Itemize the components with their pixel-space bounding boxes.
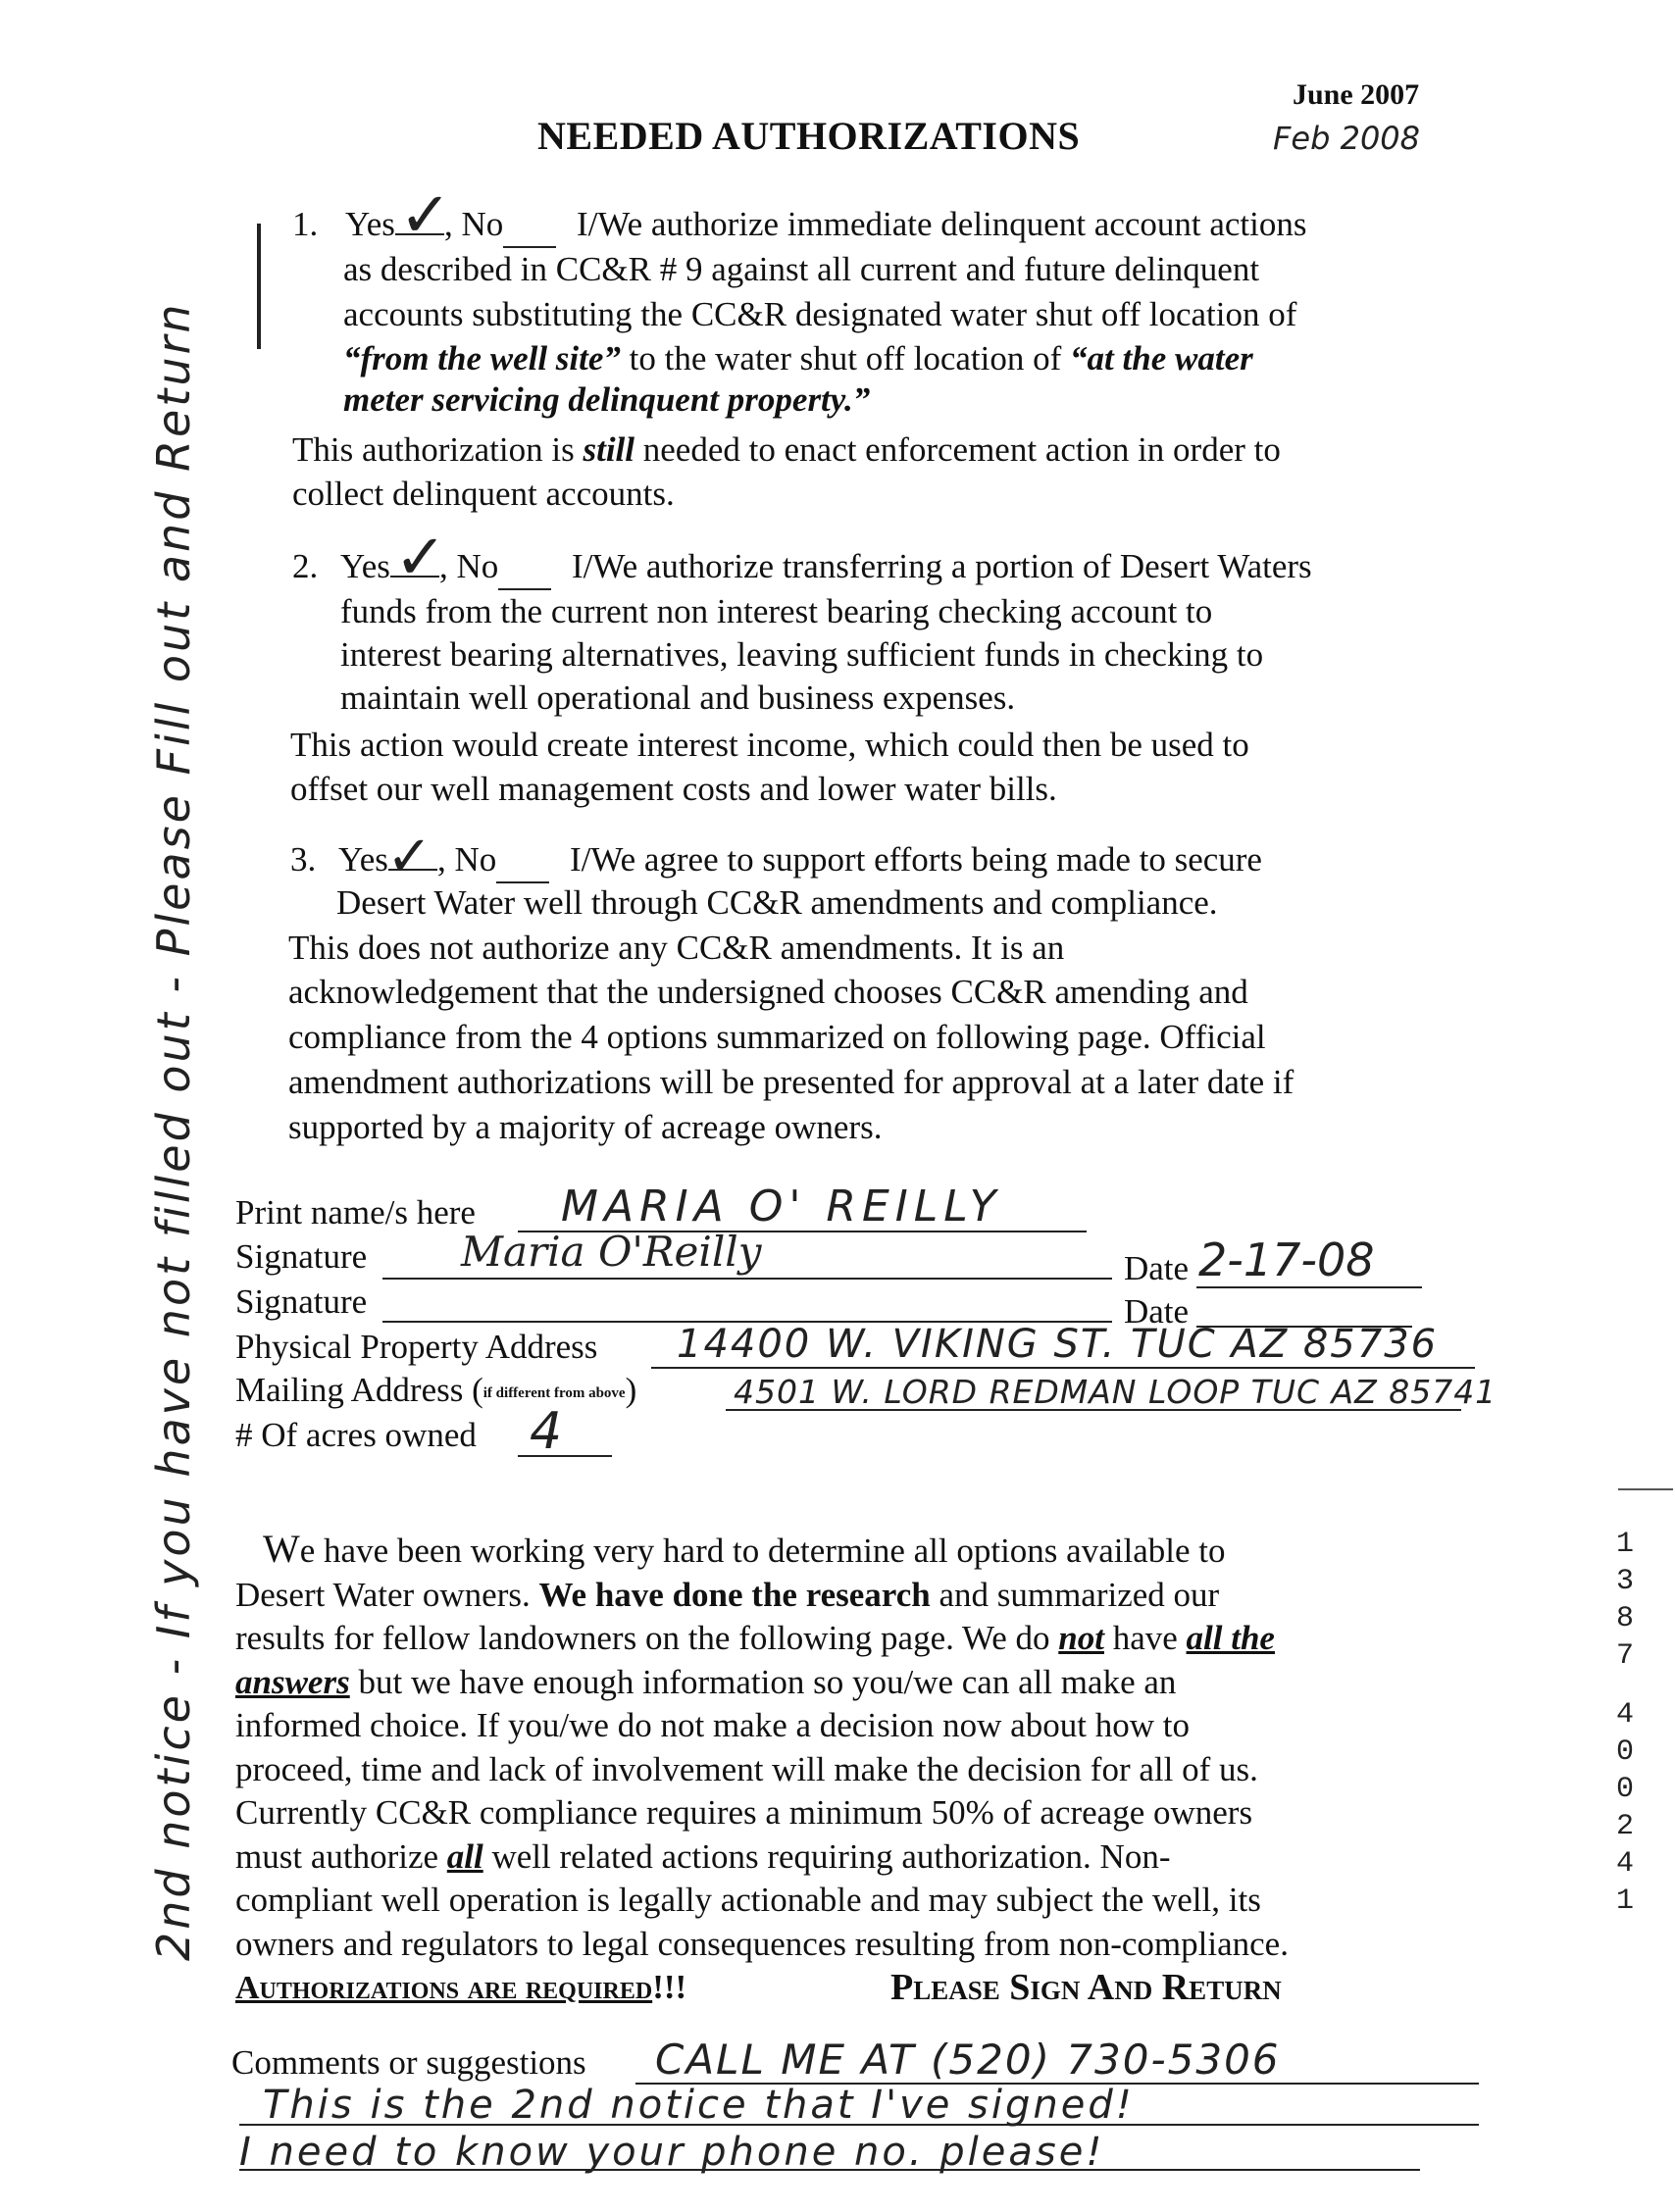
yes-blank[interactable] xyxy=(385,825,437,888)
yes-label: Yes xyxy=(340,547,390,585)
item-1-line-2: as described in CC&R # 9 against all current and future delinquent xyxy=(343,250,1260,288)
date-value: 2-17-08 xyxy=(1198,1233,1375,1286)
paragraph-line-7: Currently CC&R compliance requires a minimum 50% of acreage owners xyxy=(235,1793,1253,1832)
stamp-digit: 1 xyxy=(1615,1885,1634,1918)
quote-water-meter: “at the water xyxy=(1070,339,1253,377)
paragraph-line-3 xyxy=(235,1617,1289,1661)
paragraph-text: have xyxy=(1103,1619,1187,1657)
date-label: Date xyxy=(1124,1249,1190,1287)
margin-note: 2nd notice - If you have not filled out - Please Fill out and Return xyxy=(147,301,200,1961)
item-1-line-5 xyxy=(343,378,870,422)
authorizations-required xyxy=(235,1966,686,2010)
acres-label: # Of acres owned xyxy=(235,1416,477,1454)
paragraph-line-9: compliant well operation is legally actionable and may subject the well, its xyxy=(235,1881,1261,1919)
required-text: Authorizations are required xyxy=(235,1970,653,2006)
emphasis-answers: answers xyxy=(235,1662,350,1701)
no-blank[interactable] xyxy=(498,545,551,590)
paragraph-line-10: owners and regulators to legal consequences resulting from non-compliance. xyxy=(235,1924,1289,1963)
item-1-yesno xyxy=(345,179,1307,252)
item-1-line-4 xyxy=(343,337,1253,380)
item-1-note-1 xyxy=(292,428,1281,472)
stamp-digit: 1 xyxy=(1615,1528,1634,1561)
signature-2-label: Signature xyxy=(235,1282,368,1321)
item-2-line-2: funds from the current non interest bearing checking account to xyxy=(340,592,1213,630)
paragraph-line-8 xyxy=(235,1835,1289,1880)
item-2-note-1: This action would create interest income, which could then be used to xyxy=(290,726,1249,764)
check-mark-icon: ✓ xyxy=(398,179,452,252)
emphasis-not: not xyxy=(1058,1619,1104,1657)
yes-blank[interactable] xyxy=(390,522,447,594)
bates-stamp xyxy=(1610,1526,1640,1920)
acres-value: 4 xyxy=(530,1402,563,1461)
stamp-digit: 0 xyxy=(1615,1735,1634,1769)
item-3-note-4: amendment authorizations will be presented for approval at a later date if xyxy=(288,1063,1294,1101)
item-number: 1. xyxy=(292,205,319,243)
quote-well-site: “from the well site” xyxy=(343,339,621,377)
mailing-address-value: 4501 W. LORD REDMAN LOOP TUC AZ 85741 xyxy=(734,1373,1497,1411)
paragraph-text: and summarized our xyxy=(930,1575,1220,1614)
signature-label: Signature xyxy=(235,1237,368,1276)
printed-date: June 2007 xyxy=(1293,78,1420,111)
note-text: This authorization is xyxy=(292,430,584,469)
stamp-digit: 7 xyxy=(1615,1639,1634,1673)
yes-blank[interactable] xyxy=(395,179,452,252)
print-name-value: MARIA O' REILLY xyxy=(561,1181,1002,1232)
print-name-label: Print name/s here xyxy=(235,1193,476,1232)
paragraph xyxy=(235,1528,1289,1966)
signature-line[interactable] xyxy=(382,1278,1112,1280)
comments-label: Comments or suggestions xyxy=(231,2043,586,2082)
stamp-digit: 4 xyxy=(1615,1698,1634,1732)
comments-value-2: This is the 2nd notice that I've signed! xyxy=(263,2083,1135,2128)
paragraph-text: results for fellow landowners on the following page. We do xyxy=(235,1619,1059,1657)
paragraph-text: must authorize xyxy=(235,1836,447,1876)
physical-address-label: Physical Property Address xyxy=(235,1328,598,1366)
no-label: , No xyxy=(436,840,497,879)
stamp-digit: 3 xyxy=(1615,1565,1634,1598)
item-3-line-2: Desert Water well through CC&R amendments and compliance. xyxy=(336,883,1218,922)
mailing-label-text: Mailing Address ( xyxy=(235,1371,483,1409)
no-label: , No xyxy=(443,205,504,243)
physical-address-line[interactable] xyxy=(651,1367,1475,1369)
quote-delinquent-property: meter servicing delinquent property.” xyxy=(343,380,871,419)
item-1 xyxy=(292,203,318,246)
comments-value-3: I need to know your phone no. please! xyxy=(239,2130,1105,2175)
paragraph-text: Desert Water owners. xyxy=(235,1575,539,1614)
physical-address-value: 14400 W. VIKING ST. TUC AZ 85736 xyxy=(677,1322,1439,1367)
stamp-digit: 0 xyxy=(1615,1773,1634,1806)
item-2-line-4: maintain well operational and business expenses. xyxy=(340,679,1016,717)
item-3-note-5: supported by a majority of acreage owners. xyxy=(288,1108,883,1146)
mailing-label-small: if different from above xyxy=(482,1384,626,1401)
mailing-label-close: ) xyxy=(625,1371,637,1409)
no-label: , No xyxy=(438,547,499,585)
item-3-note-1: This does not authorize any CC&R amendments. It is an xyxy=(288,929,1065,967)
yes-label: Yes xyxy=(345,205,395,243)
stamp-digit: 8 xyxy=(1615,1602,1634,1635)
item-1-line-3: accounts substituting the CC&R designated water shut off location of xyxy=(343,295,1297,333)
emphasis-still: still xyxy=(583,430,635,469)
paragraph-bold: We have done the research xyxy=(538,1575,931,1614)
date-2-label: Date xyxy=(1124,1292,1190,1331)
check-mark-icon: ✓ xyxy=(385,825,432,888)
item-2-line-3: interest bearing alternatives, leaving sufficient funds in checking to xyxy=(340,635,1264,674)
comments-value-1: CALL ME AT (520) 730-5306 xyxy=(655,2036,1281,2084)
exclaim: !!! xyxy=(652,1968,687,2006)
item-1-note-2: collect delinquent accounts. xyxy=(292,475,675,513)
item-3-yesno xyxy=(338,825,1262,888)
drop-cap: W xyxy=(263,1527,300,1571)
handwritten-date: Feb 2008 xyxy=(1273,120,1421,157)
note-text: needed to enact enforcement action in order to xyxy=(634,430,1281,469)
page-title: NEEDED AUTHORIZATIONS xyxy=(537,114,1081,158)
item-text: I/We agree to support efforts being made to secure xyxy=(569,840,1262,879)
please-sign-return: Please Sign And Return xyxy=(890,1967,1282,2008)
stamp-digit: 2 xyxy=(1615,1810,1634,1843)
date-line[interactable] xyxy=(1196,1286,1422,1288)
item-3-number: 3. xyxy=(290,840,317,879)
paragraph-line-5: informed choice. If you/we do not make a decision now about how to xyxy=(235,1706,1190,1744)
emphasis-all: all xyxy=(446,1836,483,1876)
paragraph-line-6: proceed, time and lack of involvement will make the decision for all of us. xyxy=(235,1749,1258,1788)
item-2-number: 2. xyxy=(292,547,319,585)
paragraph-text: e have been working very hard to determine all options available to xyxy=(299,1532,1226,1570)
no-blank[interactable] xyxy=(496,838,549,883)
mailing-address-label xyxy=(235,1369,636,1415)
paragraph-line-1 xyxy=(235,1528,1289,1574)
yes-label: Yes xyxy=(338,840,388,879)
item-3-note-2: acknowledgement that the undersigned chooses CC&R amending and xyxy=(288,973,1248,1011)
no-blank[interactable] xyxy=(503,203,556,248)
paragraph-line-2 xyxy=(235,1574,1289,1618)
item-text: I/We authorize transferring a portion of Desert Waters xyxy=(571,547,1312,585)
check-mark-icon: ✓ xyxy=(393,522,447,594)
stamp-digit: 4 xyxy=(1615,1847,1634,1881)
signature-value: Maria O'Reilly xyxy=(461,1228,762,1276)
paragraph-text: but we have enough information so you/we can all make an xyxy=(349,1662,1177,1701)
emphasis-all-the: all the xyxy=(1186,1619,1275,1657)
margin-bracket xyxy=(257,224,261,349)
paragraph-text: well related actions requiring authorization. Non- xyxy=(482,1836,1171,1876)
item-text: I/We authorize immediate delinquent account actions xyxy=(576,205,1307,243)
paragraph-line-4 xyxy=(235,1661,1289,1705)
item-2-note-2: offset our well management costs and lower water bills. xyxy=(290,770,1057,808)
item-2-yesno xyxy=(340,522,1312,594)
item-3-note-3: compliance from the 4 options summarized on following page. Official xyxy=(288,1018,1266,1056)
edge-mark xyxy=(1618,1488,1673,1490)
line-text: to the water shut off location of xyxy=(620,339,1071,377)
